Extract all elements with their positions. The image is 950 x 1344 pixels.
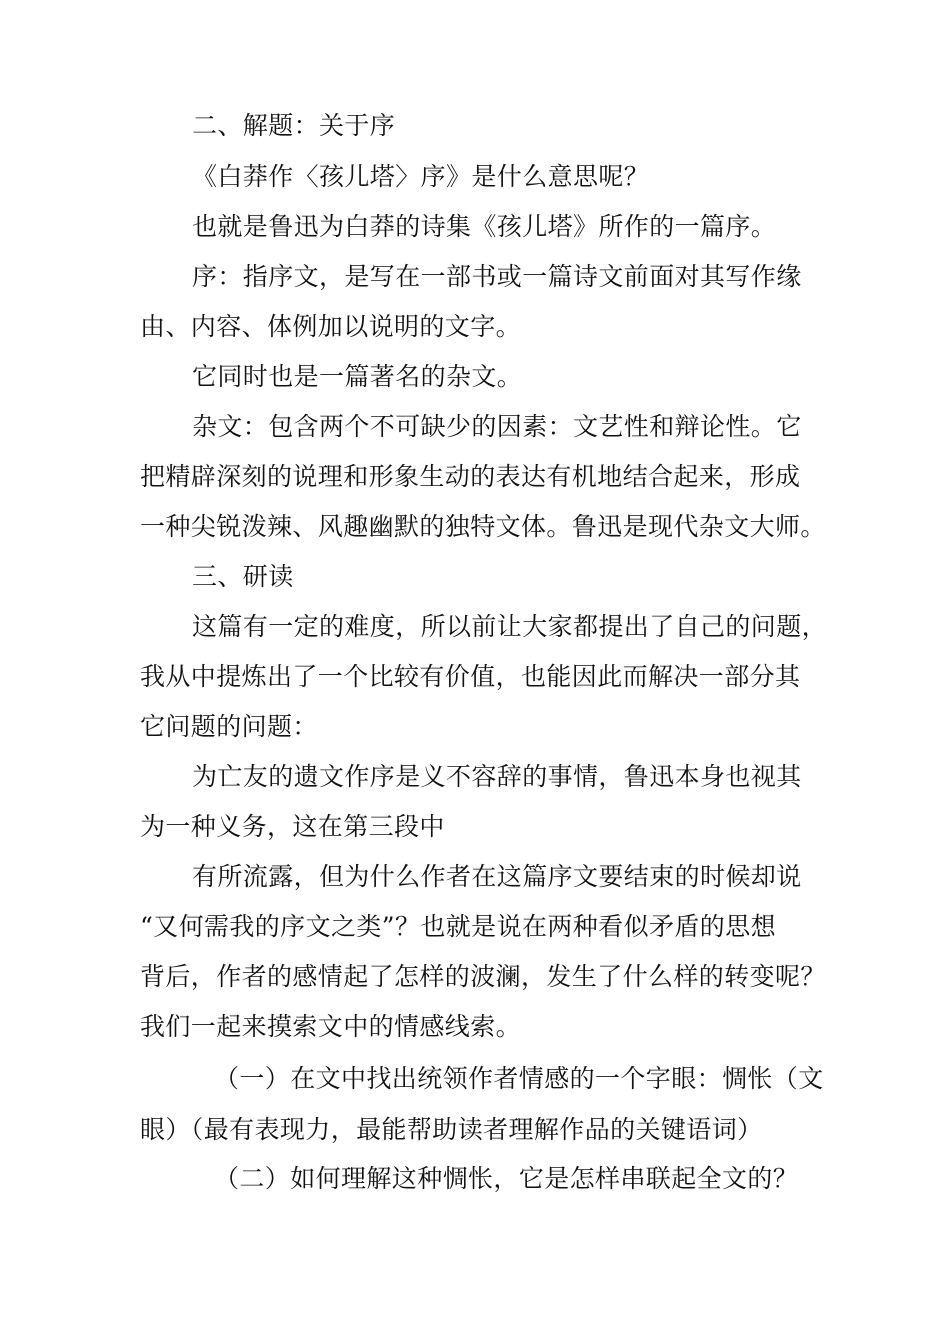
paragraph-line: 有所流露，但为什么作者在这篇序文要结束的时候却说 (192, 862, 802, 891)
list-item-one: （一）在文中找出统领作者情感的一个字眼：惆怅（文 (214, 1064, 824, 1093)
paragraph-line: 背后，作者的感情起了怎样的波澜，发生了什么样的转变呢？ (140, 962, 826, 991)
paragraph-line: 我们一起来摸索文中的情感线索。 (140, 1012, 522, 1041)
section-heading-yandu: 三、研读 (192, 562, 294, 591)
paragraph-line: 《白莽作〈孩儿塔〉序》是什么意思呢？ (192, 162, 650, 191)
paragraph-line: 把精辟深刻的说理和形象生动的表达有机地结合起来，形成 (140, 462, 801, 491)
list-item-two: （二）如何理解这种惆怅，它是怎样串联起全文的？ (214, 1164, 799, 1193)
paragraph-line: 它问题的问题： (140, 712, 318, 741)
paragraph-line: 也就是鲁迅为白莽的诗集《孩儿塔》所作的一篇序。 (192, 212, 777, 241)
paragraph-line: 为一种义务，这在第三段中 (140, 812, 445, 841)
paragraph-line: 这篇有一定的难度，所以前让大家都提出了自己的问题， (192, 612, 828, 641)
paragraph-line: 我从中提炼出了一个比较有价值，也能因此而解决一部分其 (140, 662, 801, 691)
paragraph-line: 为亡友的遗文作序是义不容辞的事情，鲁迅本身也视其 (192, 762, 802, 791)
paragraph-line: 它同时也是一篇著名的杂文。 (192, 362, 523, 391)
paragraph-line: 由、内容、体例加以说明的文字。 (140, 312, 522, 341)
paragraph-line: “又何需我的序文之类”？也就是说在两种看似矛盾的思想 (140, 912, 776, 941)
paragraph-line: 一种尖锐泼辣、风趣幽默的独特文体。鲁迅是现代杂文大师。 (140, 512, 826, 541)
paragraph-line: 序：指序文，是写在一部书或一篇诗文前面对其写作缘 (192, 262, 802, 291)
section-heading-jieti: 二、解题：关于序 (192, 111, 396, 140)
paragraph-line: 眼）（最有表现力，最能帮助读者理解作品的关键语词） (140, 1115, 763, 1144)
paragraph-line: 杂文：包含两个不可缺少的因素：文艺性和辩论性。它 (192, 412, 802, 441)
